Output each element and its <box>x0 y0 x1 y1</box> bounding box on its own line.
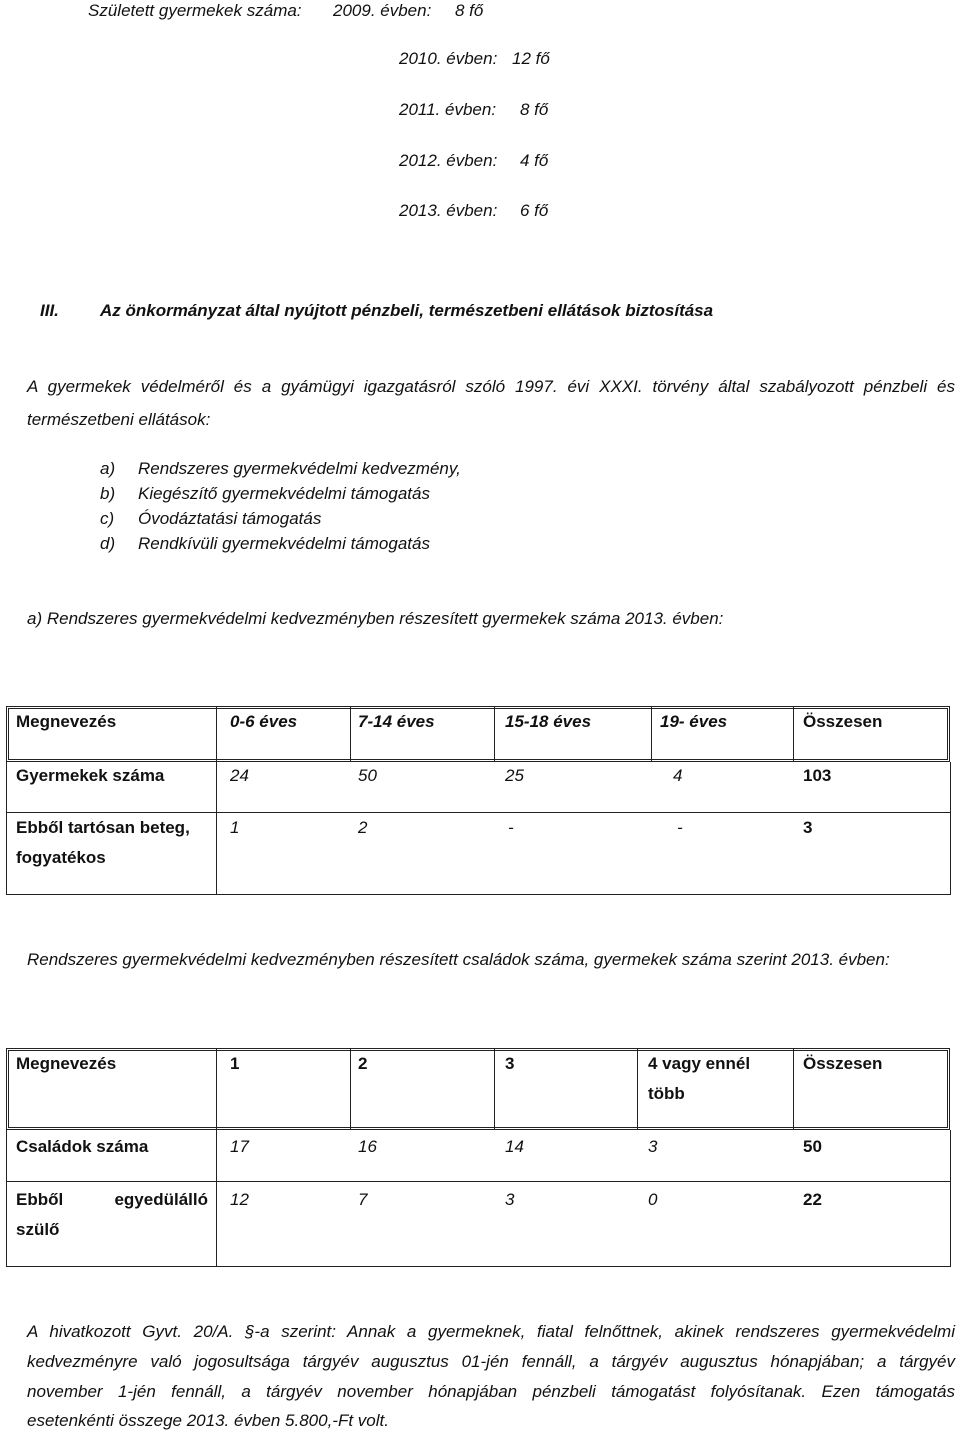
intro-line-1: A gyermekek védelméről és a gyámügyi igazgatásról szóló 1997. évi XXXI. törvény által szabályozott pénzbeli és <box>27 377 955 396</box>
t2-row1-val-3: 3 <box>648 1137 658 1156</box>
births-year-2010: 2010. évben: <box>399 49 498 68</box>
t2-header-3: 3 <box>505 1054 515 1073</box>
list-item-d: Rendkívüli gyermekvédelmi támogatás <box>138 534 430 553</box>
t1-row2-val-3: - <box>677 818 683 837</box>
births-year-2009: 2009. évben: <box>333 1 432 20</box>
t1-row2-val-1: 2 <box>358 818 368 837</box>
t1-header-name: Megnevezés <box>16 712 117 731</box>
list-item-a: Rendszeres gyermekvédelmi kedvezmény, <box>138 459 461 478</box>
t1-row2-label-line2: fogyatékos <box>16 848 106 867</box>
t1-row2-val-2: - <box>508 818 514 837</box>
section-number: III. <box>40 301 59 320</box>
t2-header-2: 2 <box>358 1054 368 1073</box>
t1-row1-val-3: 4 <box>673 766 683 785</box>
t2-row2-val-2: 3 <box>505 1190 515 1209</box>
table1-caption: a) Rendszeres gyermekvédelmi kedvezményben részesített gyermekek száma 2013. évben: <box>27 609 724 628</box>
table2-caption: Rendszeres gyermekvédelmi kedvezményben részesített családok száma, gyermekek száma szerint 2013. évben: <box>27 950 890 969</box>
births-count-2013: 6 fő <box>520 201 549 220</box>
t2-header-total: Összesen <box>803 1054 883 1073</box>
t1-header-0-6: 0-6 éves <box>230 712 298 731</box>
t1-header-7-14: 7-14 éves <box>358 712 435 731</box>
list-marker-c: c) <box>100 509 115 528</box>
t2-row1-val-2: 14 <box>505 1137 524 1156</box>
footer-line-3: november 1-jén fennáll, a tárgyév november hónapjában pénzbeli támogatást folyósítanak. Ezen támogatás <box>27 1382 955 1401</box>
t2-row2-label-line1: Ebből egyedülálló <box>16 1190 208 1209</box>
t1-row1-label: Gyermekek száma <box>16 766 165 785</box>
births-count-2011: 8 fő <box>520 100 549 119</box>
t1-header-15-18: 15-18 éves <box>505 712 592 731</box>
t2-row2-val-3: 0 <box>648 1190 658 1209</box>
t1-row1-val-2: 25 <box>505 766 524 785</box>
t1-header-19: 19- éves <box>660 712 728 731</box>
t1-row1-val-0: 24 <box>230 766 249 785</box>
t2-row1-val-1: 16 <box>358 1137 377 1156</box>
t2-header-1: 1 <box>230 1054 240 1073</box>
intro-line-2: természetbeni ellátások: <box>27 410 211 429</box>
t1-row2-total: 3 <box>803 818 813 837</box>
list-marker-a: a) <box>100 459 116 478</box>
t2-row2-label-line2: szülő <box>16 1220 60 1239</box>
births-year-2011: 2011. évben: <box>399 100 497 119</box>
list-item-c: Óvodáztatási támogatás <box>138 509 322 528</box>
t2-row1-val-0: 17 <box>230 1137 249 1156</box>
t2-row2-val-1: 7 <box>358 1190 368 1209</box>
births-count-2009: 8 fő <box>455 1 484 20</box>
births-label: Született gyermekek száma: <box>88 1 302 20</box>
footer-line-1: A hivatkozott Gyvt. 20/A. §-a szerint: Annak a gyermeknek, fiatal felnőttnek, akinek rendszeres gyermekvédelmi <box>27 1322 955 1341</box>
t2-header-4plus-line2: több <box>648 1084 685 1103</box>
t1-row2-val-0: 1 <box>230 818 240 837</box>
list-item-b: Kiegészítő gyermekvédelmi támogatás <box>138 484 430 503</box>
t1-header-total: Összesen <box>803 712 883 731</box>
t1-row2-label-line1: Ebből tartósan beteg, <box>16 818 190 837</box>
footer-line-2: kedvezményre való jogosultsága tárgyév augusztus 01-jén fennáll, a tárgyév augusztus hónapjában; a tárgyév <box>27 1352 955 1371</box>
t1-row1-val-1: 50 <box>358 766 377 785</box>
t2-header-name: Megnevezés <box>16 1054 117 1073</box>
section-title: Az önkormányzat által nyújtott pénzbeli, természetbeni ellátások biztosítása <box>100 301 714 320</box>
births-count-2010: 12 fő <box>512 49 550 68</box>
t1-row1-total: 103 <box>803 766 832 785</box>
t2-header-4plus: 4 vagy ennél <box>648 1054 751 1073</box>
list-marker-b: b) <box>100 484 116 503</box>
births-year-2013: 2013. évben: <box>399 201 498 220</box>
t2-row2-total: 22 <box>803 1190 822 1209</box>
footer-line-4: esetenkénti összege 2013. évben 5.800,-Ft volt. <box>27 1411 389 1430</box>
list-marker-d: d) <box>100 534 116 553</box>
births-count-2012: 4 fő <box>520 151 549 170</box>
t2-row1-label: Családok száma <box>16 1137 149 1156</box>
t2-row1-total: 50 <box>803 1137 822 1156</box>
t2-row2-val-0: 12 <box>230 1190 249 1209</box>
births-year-2012: 2012. évben: <box>399 151 498 170</box>
